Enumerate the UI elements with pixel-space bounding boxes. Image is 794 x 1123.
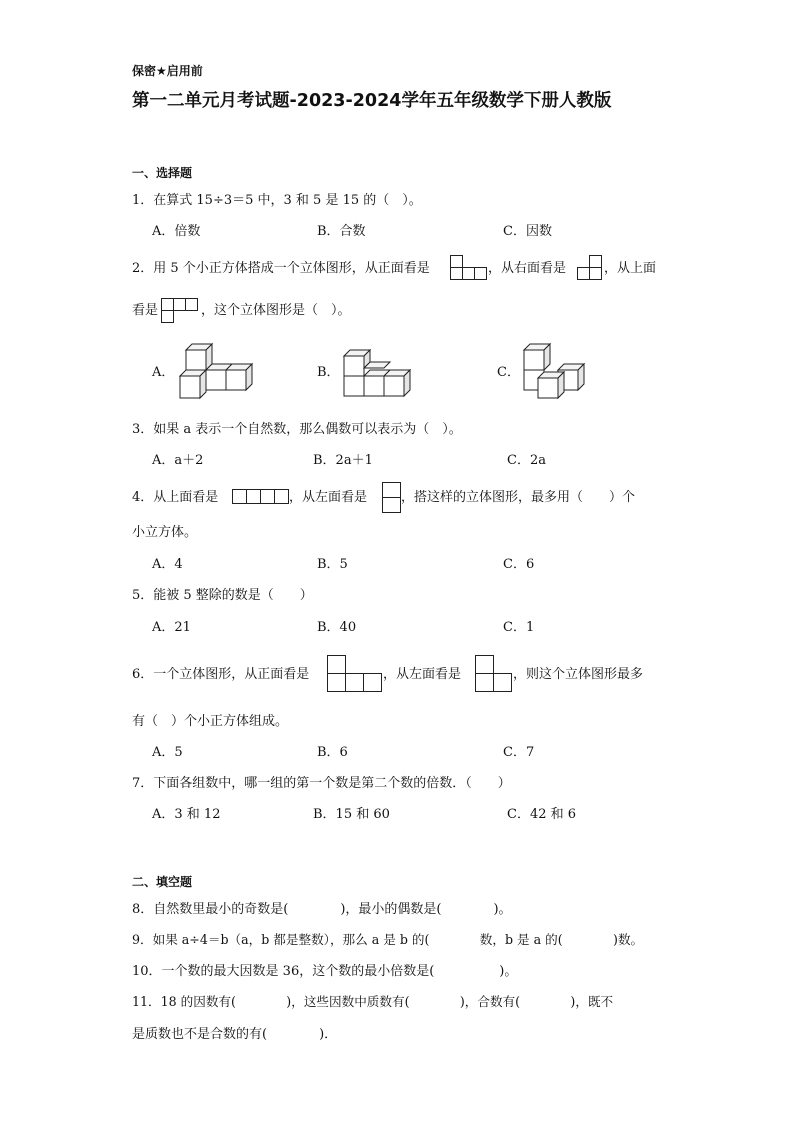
q3-option-a: A．a＋2 (152, 453, 204, 468)
q2-option-a: A． (152, 365, 175, 380)
confidential-mark: 保密★启用前 (132, 64, 203, 78)
q6-option-a: A．5 (152, 745, 183, 760)
q2-front-view-figure (450, 255, 488, 281)
q6-left-view-figure (475, 655, 513, 693)
q9-text: 9．如果 a÷4＝b（a，b 都是整数），那么 a 是 b 的( 数，b 是 a 的( )数。 (132, 932, 644, 947)
q7-option-a: A．3 和 12 (152, 807, 221, 822)
q6-option-c: C．7 (503, 745, 535, 760)
q5-option-c: C．1 (503, 620, 535, 635)
q5-stem: 5．能被 5 整除的数是（ ） (132, 588, 313, 603)
q1-option-b: B．合数 (317, 224, 366, 239)
q7-option-b: B．15 和 60 (313, 807, 390, 822)
q4-option-b: B．5 (317, 557, 348, 572)
q3-option-c: C．2a (507, 453, 546, 468)
q6-front-view-figure (327, 655, 383, 693)
q11-text-line2: 是质数也不是合数的有( )． (132, 1027, 338, 1042)
q2-option-a-figure (178, 342, 258, 400)
q10-text: 10．一个数的最大因数是 36，这个数的最小倍数是( )。 (132, 964, 518, 979)
q5-option-b: B．40 (317, 620, 357, 635)
q6-text-part4: 有（ ）个小正方体组成。 (132, 714, 289, 729)
q2-text-part3: ，从上面 (604, 261, 657, 276)
q2-text-part4: 看是 (132, 303, 159, 318)
q2-text-part1: 2．用 5 个小正方体搭成一个立体图形，从正面看是 (132, 261, 430, 276)
q11-text-line1: 11．18 的因数有( )，这些因数中质数有( )，合数有( )，既不 (132, 994, 614, 1009)
q2-top-view-figure (161, 298, 201, 324)
page-title: 第一二单元月考试题-2023-2024学年五年级数学下册人教版 (132, 91, 612, 111)
q4-text-part1: 4．从上面看是 (132, 490, 219, 505)
q1-stem: 1．在算式 15÷3＝5 中，3 和 5 是 15 的（ ）。 (132, 193, 422, 208)
q4-option-a: A．4 (152, 557, 183, 572)
q1-option-a: A．倍数 (152, 224, 201, 239)
q2-option-c: C． (497, 365, 520, 380)
section-fill-heading: 二、填空题 (132, 875, 193, 889)
q2-text-part2: ，从右面看是 (488, 261, 567, 276)
section-choice-heading: 一、选择题 (132, 166, 193, 180)
q4-top-view-figure (232, 489, 290, 507)
q2-option-c-figure (522, 342, 594, 400)
q4-text-part2: ，从左面看是 (289, 490, 368, 505)
q4-left-view-figure (382, 482, 402, 514)
q7-option-c: C．42 和 6 (507, 807, 577, 822)
q4-text-part3: ，搭这样的立体图形，最多用（ ）个 (401, 490, 636, 505)
q3-option-b: B．2a＋1 (313, 453, 373, 468)
q6-text-part2: ，从左面看是 (383, 667, 462, 682)
q2-right-view-figure (577, 255, 603, 281)
q8-text: 8．自然数里最小的奇数是( )，最小的偶数是( )。 (132, 902, 512, 917)
q5-option-a: A．21 (152, 620, 191, 635)
q7-stem: 7．下面各组数中，哪一组的第一个数是第二个数的倍数．（ ） (132, 776, 511, 791)
q1-option-c: C．因数 (503, 224, 552, 239)
q4-text-part4: 小立方体。 (132, 525, 198, 540)
q4-option-c: C．6 (503, 557, 535, 572)
q6-text-part1: 6．一个立体图形，从正面看是 (132, 667, 310, 682)
q2-text-part5: ，这个立体图形是（ ）。 (201, 303, 351, 318)
q6-option-b: B．6 (317, 745, 348, 760)
q2-option-b-figure (342, 346, 414, 400)
q3-stem: 3．如果 a 表示一个自然数，那么偶数可以表示为（ ）。 (132, 422, 462, 437)
q6-text-part3: ，则这个立体图形最多 (513, 667, 644, 682)
q2-option-b: B． (317, 365, 340, 380)
